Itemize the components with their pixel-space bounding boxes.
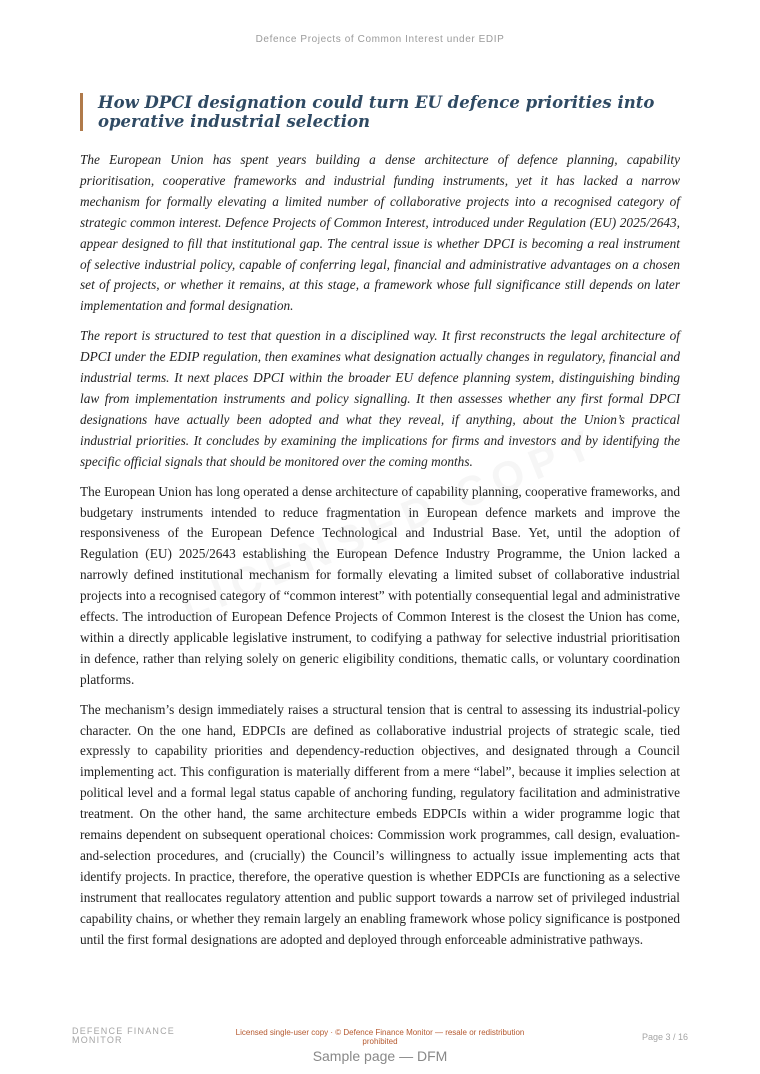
abstract-paragraph-2: The report is structured to test that question in a disciplined way. It first reconstructs the legal architecture of DPCI under the EDIP regulation, then examines what designation actually changes in regulatory, financial and industrial terms. It next places DPCI within the broader EU defence planning system, distinguishing binding law from implementation instruments and policy signalling. It then assesses whether any first formal DPCI designations have actually been adopted and what they reveal, if anything, about the Union’s practical industrial priorities. It concludes by examining the implications for firms and investors and by identifying the specific official signals that should be monitored over the coming months. — [80, 328, 680, 469]
body-paragraph-2: The mechanism’s design immediately raises a structural tension that is central to assessing its industrial-policy character. On the one hand, EDPCIs are defined as collaborative industrial projects of strategic scale, tied expressly to capability priorities and dependency-reduction objectives, and designated through a Council implementing act. This configuration is materially different from a mere “label”, because it implies selection at political level and a formal legal status capable of anchoring funding, regulatory facilitation and administrative treatment. On the other hand, the same architecture embeds EDPCIs within a wider programme logic that remains dependent on subsequent operational choices: Commission work programmes, call design, evaluation-and-selection procedures, and (crucially) the Council’s willingness to actually issue implementing acts that identify projects. In practice, therefore, the operative question is whether EDPCIs are functioning as a selective instrument that reallocates regulatory attention and public support towards a narrow set of privileged industrial capability chains, or whether they remain largely an enabling framework whose policy significance is postponed until the first formal designations are adopted and deployed through enforceable administrative pathways. — [80, 701, 680, 947]
footer-page-number: Page 3 / 16 — [641, 1032, 688, 1042]
body-text — [80, 150, 680, 960]
footer-brand-logo — [72, 1027, 175, 1045]
footer-brand-line-1: DEFENCE FINANCE — [72, 1026, 176, 1036]
footer-brand-line-2: MONITOR — [72, 1035, 123, 1045]
abstract-paragraph-1: The European Union has spent years building a dense architecture of defence planning, capability prioritisation, cooperative frameworks and industrial funding instruments, yet it has lacked a narrow mechanism for formally elevating a limited number of collaborative projects into a recognised category of strategic common interest. Defence Projects of Common Interest, introduced under Regulation (EU) 2025/2643, appear designed to fill that institutional gap. The central issue is whether DPCI is becoming a real instrument of selective industrial policy, capable of conferring legal, financial and administrative advantages on a chosen set of projects, or whether it remains, at this stage, a framework whose full significance still depends on later implementation and formal designation. — [80, 152, 680, 314]
sample-caption: Sample page — DFM — [312, 1048, 448, 1064]
body-paragraph-1: The European Union has long operated a dense architecture of capability planning, cooperative frameworks, and budgetary instruments intended to reduce fragmentation in European defence markets and improve the responsiveness of the European Defence Technological and Industrial Base. Yet, until the adoption of Regulation (EU) 2025/2643 establishing the European Defence Industry Programme, the Union lacked a narrowly defined institutional mechanism for formally elevating a limited subset of collaborative industrial projects into a recognised category of “common interest” with potentially consequential legal and administrative effects. The introduction of European Defence Projects of Common Interest is the closest the Union has come, within a directly applicable legislative instrument, to codifying a pathway for selective industrial prioritisation in defence, rather than relying solely on generic eligibility conditions, thematic calls, or voluntary coordination platforms. — [80, 483, 680, 687]
section-title: How DPCI designation could turn EU defence priorities into operative industrial selection — [80, 93, 688, 131]
footer-license-notice: Licensed single-user copy · © Defence Finance Monitor — resale or redistribution prohibited — [235, 1028, 525, 1046]
running-header: Defence Projects of Common Interest under EDIP — [255, 34, 505, 45]
